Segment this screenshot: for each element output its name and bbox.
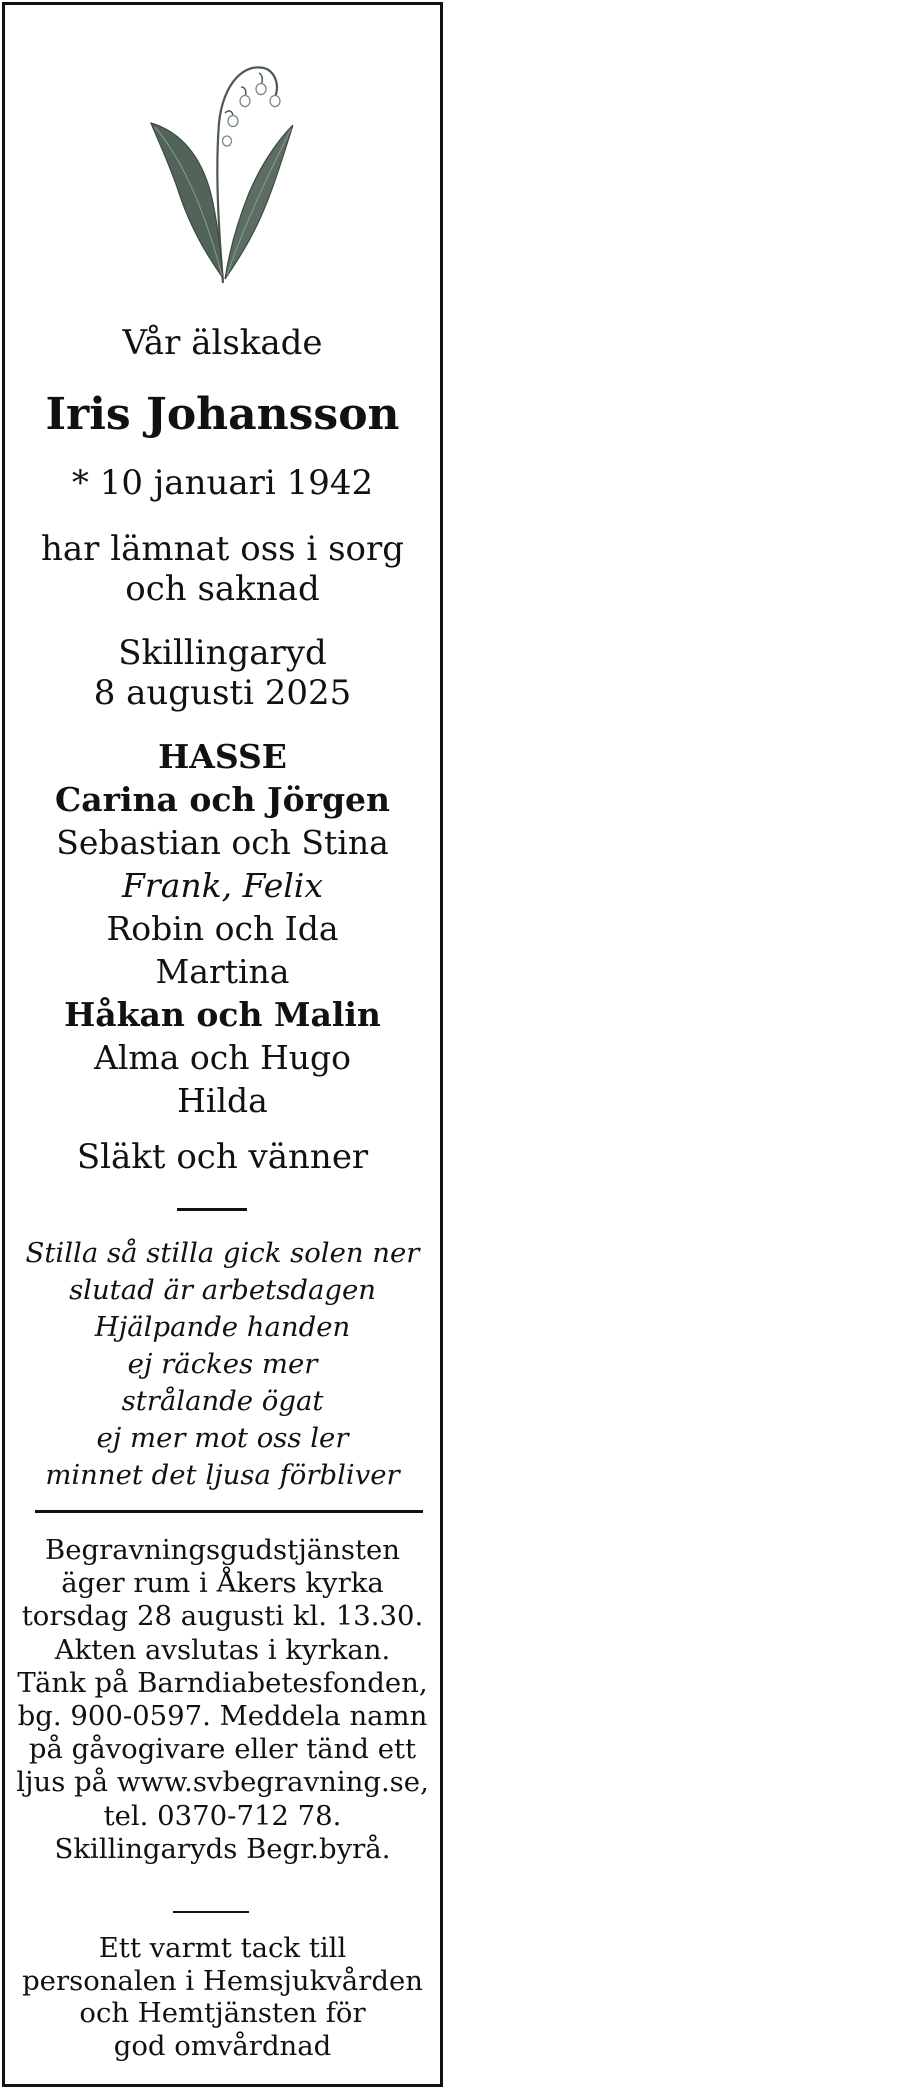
service-line: äger rum i Åkers kyrka	[61, 1567, 384, 1600]
poem-line: Stilla så stilla gick solen ner	[25, 1237, 420, 1269]
family-member: Hilda	[177, 1081, 268, 1120]
family-member: Robin och Ida	[106, 909, 339, 948]
thanks-line: personalen i Hemsjukvården	[22, 1964, 423, 1997]
family-member: Carina och Jörgen	[54, 780, 391, 819]
funeral-service-info	[5, 1534, 440, 1866]
relatives-line: Släkt och vänner	[76, 1137, 369, 1177]
service-line: ljus på www.svbegravning.se,	[16, 1766, 429, 1799]
death-date: 8 augusti 2025	[93, 673, 352, 713]
poem-line: minnet det ljusa förbliver	[45, 1459, 400, 1491]
place-and-date	[5, 633, 440, 713]
message-line: och saknad	[125, 569, 320, 609]
service-line: på gåvogivare eller tänd ett	[28, 1733, 417, 1766]
service-line: torsdag 28 augusti kl. 13.30.	[21, 1600, 424, 1633]
poem-line: strålande ögat	[121, 1385, 324, 1417]
service-line: Akten avslutas i kyrkan.	[54, 1633, 391, 1666]
family-member: Martina	[155, 952, 290, 991]
lily-of-the-valley-icon	[145, 53, 305, 293]
divider	[35, 1510, 423, 1513]
obituary-notice	[2, 2, 443, 2087]
passing-message	[5, 529, 440, 609]
family-member: Sebastian och Stina	[56, 823, 389, 862]
family-member: Frank, Felix	[122, 866, 323, 905]
poem	[5, 1235, 440, 1494]
thanks-line: god omvårdnad	[113, 2029, 332, 2062]
intro-text: Vår älskade	[122, 323, 323, 363]
message-line: har lämnat oss i sorg	[40, 529, 405, 569]
poem-line: ej räckes mer	[127, 1348, 318, 1380]
divider	[177, 1208, 247, 1211]
place: Skillingaryd	[118, 633, 327, 673]
thanks-line: Ett varmt tack till	[98, 1932, 347, 1964]
service-line: Begravningsgudstjänsten	[45, 1534, 400, 1566]
birth-date: * 10 januari 1942	[71, 463, 374, 503]
service-line: Skillingaryds Begr.byrå.	[54, 1832, 391, 1865]
deceased-name: Iris Johansson	[45, 389, 400, 440]
family-list	[5, 735, 440, 1122]
service-line: Tänk på Barndiabetesfonden,	[17, 1666, 428, 1699]
thanks-line: och Hemtjänsten för	[79, 1997, 366, 2029]
family-member: Håkan och Malin	[64, 995, 381, 1034]
service-line: tel. 0370-712 78.	[103, 1799, 342, 1832]
family-member: HASSE	[158, 737, 287, 776]
poem-line: slutad är arbetsdagen	[69, 1274, 376, 1306]
poem-line: Hjälpande handen	[94, 1311, 351, 1343]
family-member: Alma och Hugo	[94, 1038, 351, 1077]
thanks-message	[5, 1932, 440, 2062]
poem-line: ej mer mot oss ler	[96, 1422, 349, 1454]
divider	[173, 1911, 249, 1913]
service-line: bg. 900-0597. Meddela namn	[17, 1700, 428, 1733]
